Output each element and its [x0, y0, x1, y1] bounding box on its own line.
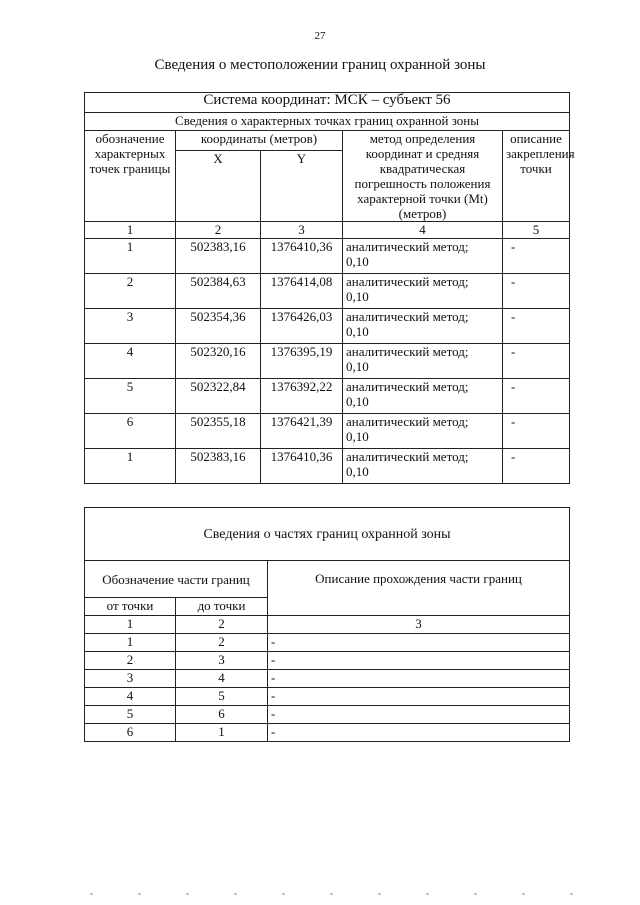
point-number: 5: [85, 379, 176, 414]
to-point: 4: [176, 670, 268, 688]
method-text: аналитический метод;: [346, 239, 469, 254]
from-point: 2: [85, 652, 176, 670]
header-to-point: до точки: [176, 598, 268, 616]
description-cell: -: [503, 274, 570, 309]
point-row: [85, 344, 570, 379]
method-text: аналитический метод;: [346, 379, 469, 394]
coord-y: 1376395,19: [261, 344, 343, 379]
document-title: Сведения о местоположении границ охранной зоны: [154, 57, 486, 73]
method-text: аналитический метод;: [346, 344, 469, 359]
column-number: 2: [176, 616, 268, 634]
header-x: X: [176, 150, 261, 221]
part-description: -: [268, 688, 570, 706]
part-description: -: [268, 724, 570, 742]
point-row: [85, 379, 570, 414]
error-value: 0,10: [346, 464, 369, 479]
description-cell: -: [503, 309, 570, 344]
description-cell: -: [503, 239, 570, 274]
part-row: [85, 706, 570, 724]
part-description: -: [268, 652, 570, 670]
part-row: [85, 634, 570, 652]
point-row: [85, 274, 570, 309]
coord-x: 502383,16: [176, 449, 261, 484]
part-row: [85, 688, 570, 706]
column-number-row: [85, 222, 570, 239]
method-text: аналитический метод;: [346, 274, 469, 289]
coord-x: 502355,18: [176, 414, 261, 449]
from-point: 1: [85, 634, 176, 652]
column-number: 1: [85, 222, 176, 239]
part-row: [85, 652, 570, 670]
method-cell: [343, 379, 503, 414]
method-cell: [343, 344, 503, 379]
column-number-row: [85, 616, 570, 634]
point-number: 6: [85, 414, 176, 449]
coord-y: 1376410,36: [261, 239, 343, 274]
method-text: аналитический метод;: [346, 309, 469, 324]
coord-y: 1376421,39: [261, 414, 343, 449]
scan-artifact-line: [90, 893, 590, 895]
from-point: 4: [85, 688, 176, 706]
part-row: [85, 724, 570, 742]
part-description: -: [268, 670, 570, 688]
point-number: 3: [85, 309, 176, 344]
coord-x: 502322,84: [176, 379, 261, 414]
point-row: [85, 414, 570, 449]
coord-y: 1376414,08: [261, 274, 343, 309]
point-number: 2: [85, 274, 176, 309]
parts-section-title: Сведения о частях границ охранной зоны: [85, 508, 570, 561]
header-designation: обозначение характерных точек границы: [85, 131, 176, 222]
description-cell: -: [503, 414, 570, 449]
point-row: [85, 239, 570, 274]
coord-y: 1376410,36: [261, 449, 343, 484]
boundary-parts-table: [84, 507, 570, 742]
to-point: 6: [176, 706, 268, 724]
coord-x: 502354,36: [176, 309, 261, 344]
boundary-points-table: [84, 92, 575, 484]
point-row: [85, 449, 570, 484]
coord-x: 502384,63: [176, 274, 261, 309]
header-y: Y: [261, 150, 343, 221]
header-part-description: Описание прохождения части границ: [268, 561, 570, 616]
method-cell: [343, 309, 503, 344]
coord-x: 502320,16: [176, 344, 261, 379]
point-number: 1: [85, 449, 176, 484]
page-number: 27: [314, 30, 326, 42]
description-cell: -: [503, 379, 570, 414]
column-number: 4: [343, 222, 503, 239]
header-method: метод определения координат и средняя квадратическая погрешность положения характерной точки (Mt) (метров): [343, 131, 503, 222]
method-cell: [343, 414, 503, 449]
column-number: 3: [268, 616, 570, 634]
error-value: 0,10: [346, 254, 369, 269]
error-value: 0,10: [346, 289, 369, 304]
column-number: 3: [261, 222, 343, 239]
to-point: 3: [176, 652, 268, 670]
error-value: 0,10: [346, 359, 369, 374]
to-point: 2: [176, 634, 268, 652]
part-description: -: [268, 634, 570, 652]
header-coordinates: координаты (метров): [176, 131, 343, 151]
method-cell: [343, 449, 503, 484]
description-cell: -: [503, 344, 570, 379]
error-value: 0,10: [346, 429, 369, 444]
header-from-point: от точки: [85, 598, 176, 616]
point-row: [85, 309, 570, 344]
point-number: 1: [85, 239, 176, 274]
description-cell: -: [503, 449, 570, 484]
method-cell: [343, 239, 503, 274]
part-row: [85, 670, 570, 688]
column-number: 5: [503, 222, 570, 239]
points-subtitle: Сведения о характерных точках границ охранной зоны: [85, 113, 570, 131]
column-number: 2: [176, 222, 261, 239]
error-value: 0,10: [346, 394, 369, 409]
part-description: -: [268, 706, 570, 724]
error-value: 0,10: [346, 324, 369, 339]
to-point: 5: [176, 688, 268, 706]
method-cell: [343, 274, 503, 309]
coord-y: 1376392,22: [261, 379, 343, 414]
point-number: 4: [85, 344, 176, 379]
column-number: 1: [85, 616, 176, 634]
from-point: 3: [85, 670, 176, 688]
method-text: аналитический метод;: [346, 414, 469, 429]
header-description: описание закрепления точки: [503, 131, 570, 222]
coordinate-system-heading: Система координат: МСК – субъект 56: [85, 93, 570, 113]
from-point: 5: [85, 706, 176, 724]
to-point: 1: [176, 724, 268, 742]
coord-y: 1376426,03: [261, 309, 343, 344]
coord-x: 502383,16: [176, 239, 261, 274]
from-point: 6: [85, 724, 176, 742]
method-text: аналитический метод;: [346, 449, 469, 464]
header-part-designation: Обозначение части границ: [85, 561, 268, 598]
